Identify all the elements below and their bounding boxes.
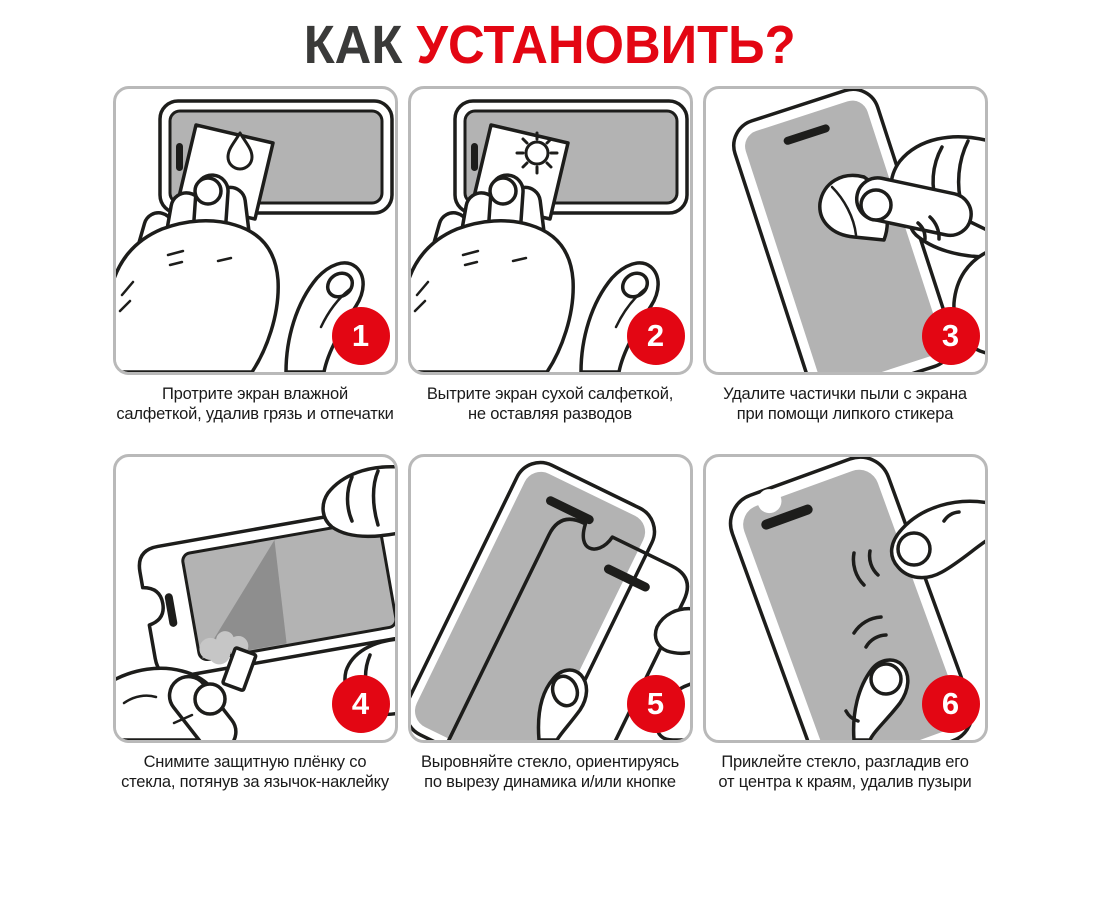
page-title [0, 0, 1100, 86]
step-cell-2 [408, 86, 693, 424]
pressing-finger [891, 501, 984, 577]
step-caption-2: Вытрите экран сухой салфеткой, не оставляя разводов [426, 385, 674, 423]
palm [411, 221, 573, 372]
palm [116, 221, 278, 372]
step-cell-3 [703, 86, 988, 424]
step-panel-6 [703, 454, 988, 743]
step-number: 1 [351, 318, 370, 353]
step-number-badge [332, 307, 390, 365]
step-caption-5: Выровняйте стекло, ориентируясь по вырезу динамика и/или кнопке [420, 753, 679, 791]
step-number: 4 [351, 686, 370, 721]
thumbnail [871, 664, 901, 694]
step-number-badge [922, 307, 980, 365]
speaker-slot-icon [176, 143, 183, 171]
step-caption-4: Снимите защитную плёнку со стекла, потянув за язычок-наклейку [121, 753, 389, 791]
step-number-badge [627, 675, 685, 733]
step-number-badge [332, 675, 390, 733]
step-panel-1 [113, 86, 398, 375]
step-number: 3 [941, 318, 960, 353]
thumbnail [195, 684, 225, 714]
step-cell-5 [408, 454, 693, 792]
step-number-badge [627, 307, 685, 365]
title-prefix: КАК [304, 15, 417, 75]
step-panel-2 [408, 86, 693, 375]
step-caption-1: Протрите экран влажной салфеткой, удалив грязь и отпечатки [116, 385, 394, 423]
upper-hand [323, 467, 395, 537]
step-panel-3 [703, 86, 988, 375]
step-caption-3: Удалите частички пыли с экрана при помощи липкого стикера [723, 385, 967, 423]
thumbnail [861, 190, 891, 220]
step-number: 2 [646, 318, 665, 353]
fingernail [195, 178, 221, 204]
step-cell-4 [113, 454, 398, 792]
step-number-badge [922, 675, 980, 733]
speaker-slot-icon [471, 143, 478, 171]
steps-grid [0, 86, 1100, 792]
step-cell-1 [113, 86, 398, 424]
fingernail [490, 178, 516, 204]
step-caption-6: Приклейте стекло, разгладив его от центра к краям, удалив пузыри [718, 753, 972, 791]
sun-icon [517, 133, 557, 173]
step-panel-5 [408, 454, 693, 743]
step-number: 6 [941, 686, 960, 721]
step-cell-6 [703, 454, 988, 792]
fingernail [898, 533, 930, 565]
title-accent: УСТАНОВИТЬ? [416, 15, 796, 75]
step-number: 5 [646, 686, 665, 721]
step-panel-4 [113, 454, 398, 743]
fingertip [655, 609, 690, 654]
